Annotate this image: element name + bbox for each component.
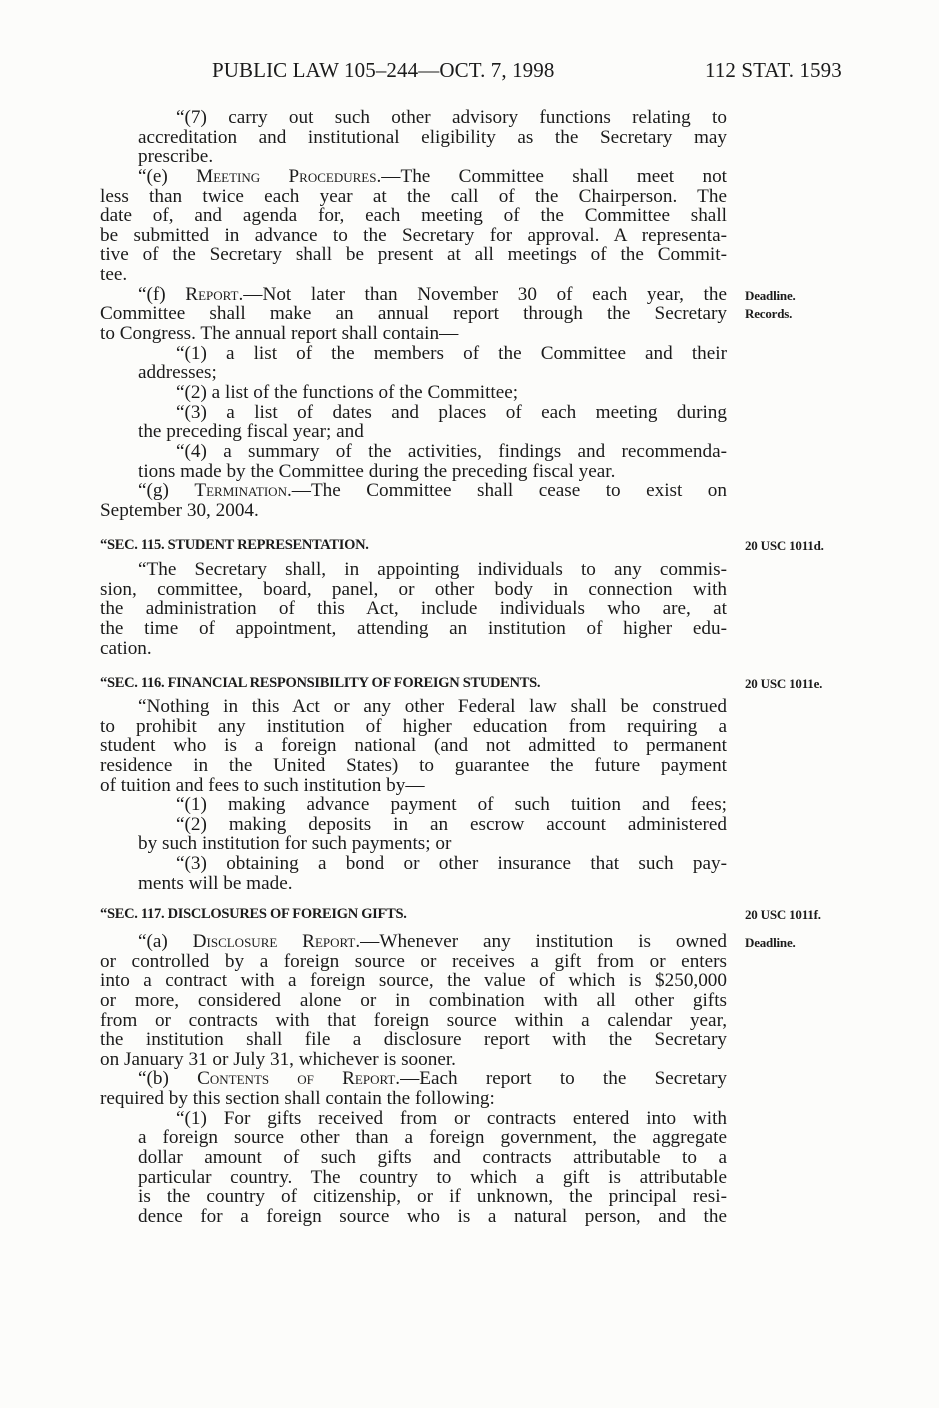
section-116-heading: “SEC. 116. FINANCIAL RESPONSIBILITY OF FOREIGN STUDENTS. — [100, 675, 541, 691]
section-115-heading: “SEC. 115. STUDENT REPRESENTATION. — [100, 537, 369, 553]
text-line: student who is a foreign national (and not admitted to permanent — [100, 735, 727, 757]
text-line: ments will be made. — [138, 872, 293, 894]
text-line: cation. — [100, 637, 152, 659]
text-line: addresses; — [138, 362, 217, 384]
text-line: the institution shall file a disclosure report with the Secretary — [100, 1029, 727, 1051]
text-line: tive of the Secretary shall be present at all meetings of the Commit- — [100, 244, 727, 266]
margin-note-deadline: Deadline. — [745, 935, 796, 950]
text-line: less than twice each year at the call of the Chairperson. The — [100, 185, 727, 207]
subsection-block-e-g — [100, 108, 727, 520]
text-line: “Nothing in this Act or any other Federal law shall be construed — [138, 696, 727, 717]
text-line: accreditation and institutional eligibility as the Secretary may — [138, 126, 727, 148]
text-line: from or contracts with that foreign source within a calendar year, — [100, 1009, 727, 1031]
text-line: “(3) obtaining a bond or other insurance that such pay- — [176, 853, 727, 875]
subsection-a-heading-line — [100, 932, 727, 952]
section-117-heading: “SEC. 117. DISCLOSURES OF FOREIGN GIFTS. — [100, 906, 407, 922]
text-line: tee. — [100, 264, 128, 286]
text-line: September 30, 2004. — [100, 499, 259, 521]
text-line: tions made by the Committee during the preceding fiscal year. — [138, 460, 616, 482]
subsection-title: Contents of Report — [197, 1068, 396, 1090]
text-line: Committee shall make an annual report through the Secretary — [100, 303, 727, 325]
section-117-body — [100, 932, 727, 1227]
section-116-body — [100, 697, 727, 893]
subsection-title: Disclosure Report — [192, 931, 356, 952]
text-line: is the country of citizenship, or if unknown, the principal resi- — [138, 1186, 727, 1208]
text-line: dence for a foreign source who is a natural person, and the — [138, 1205, 727, 1227]
text-line: particular country. The country to which a gift is attributable — [138, 1166, 727, 1188]
text-line: “(4) a summary of the activities, findings and recommenda- — [176, 440, 727, 462]
text: .—Not later than November 30 of each year, the — [238, 283, 728, 305]
statute-page-number: 112 STAT. 1593 — [705, 58, 842, 82]
text-line: the administration of this Act, include individuals who are, at — [100, 598, 727, 620]
text-line: be submitted in advance to the Secretary for approval. A representa- — [100, 224, 727, 246]
text: .—The Committee shall cease to exist on — [286, 480, 727, 502]
text-line: “(1) making advance payment of such tuition and fees; — [176, 794, 727, 816]
text-line: into a contract with a foreign source, the value of which is $250,000 — [100, 970, 727, 992]
margin-note-usc-1011e: 20 USC 1011e. — [745, 676, 823, 691]
margin-note-deadline: Deadline. — [745, 288, 796, 303]
text: “(g) — [138, 480, 195, 502]
text-line: to Congress. The annual report shall contain— — [100, 323, 459, 345]
text-line: “The Secretary shall, in appointing individuals to any commis- — [138, 559, 727, 580]
subsection-title: Report — [185, 283, 239, 305]
text-line: the time of appointment, attending an institution of higher edu- — [100, 617, 727, 639]
margin-note-records: Records. — [745, 306, 793, 321]
text-line: date of, and agenda for, each meeting of the Committee shall — [100, 205, 727, 227]
text: “(b) — [138, 1068, 198, 1090]
text-line: on January 31 or July 31, whichever is sooner. — [100, 1048, 456, 1070]
text-line: residence in the United States) to guarantee the future payment — [100, 754, 727, 776]
section-115-body — [100, 560, 727, 658]
text: “(f) — [138, 283, 186, 305]
margin-note-usc-1011d: 20 USC 1011d. — [745, 538, 824, 553]
text: .—Each report to the Secretary — [395, 1068, 728, 1090]
text-line: sion, committee, board, panel, or other body in connection with — [100, 578, 727, 600]
subsection-e-heading-line — [100, 167, 727, 187]
subsection-title: Meeting Procedures — [196, 165, 377, 187]
text-line: a foreign source other than a foreign government, the aggregate — [138, 1127, 727, 1149]
text-line: “(2) a list of the functions of the Committee; — [176, 381, 519, 403]
text-line: “(7) carry out such other advisory functions relating to — [176, 107, 727, 128]
text-line: of tuition and fees to such institution by— — [100, 774, 425, 796]
text-line: prescribe. — [138, 146, 214, 168]
text-line: or controlled by a foreign source or receives a gift from or enters — [100, 950, 727, 972]
text-line: “(3) a list of dates and places of each meeting during — [176, 401, 727, 423]
text-line: required by this section shall contain the following: — [100, 1088, 495, 1110]
subsection-b-heading-line — [100, 1069, 727, 1089]
text: “(e) — [138, 165, 197, 187]
text: “(a) — [138, 931, 193, 952]
subsection-g-heading-line — [100, 481, 727, 501]
text-line: “(1) a list of the members of the Committee and their — [176, 342, 727, 364]
text-line: by such institution for such payments; or — [138, 833, 452, 855]
text: .—The Committee shall meet not — [376, 165, 728, 187]
text-line: “(2) making deposits in an escrow account administered — [176, 813, 727, 835]
text-line: or more, considered alone or in combination with all other gifts — [100, 989, 727, 1011]
text-line: “(1) For gifts received from or contracts entered into with — [176, 1107, 727, 1129]
text-line: dollar amount of such gifts and contracts attributable to a — [138, 1147, 727, 1169]
text-line: the preceding fiscal year; and — [138, 421, 364, 443]
margin-note-usc-1011f: 20 USC 1011f. — [745, 907, 821, 922]
text-line: to prohibit any institution of higher education from requiring a — [100, 715, 727, 737]
text: .—Whenever any institution is owned — [355, 931, 727, 952]
running-header-title: PUBLIC LAW 105–244—OCT. 7, 1998 — [212, 58, 555, 82]
subsection-title: Termination — [194, 480, 287, 502]
subsection-f-heading-line — [100, 285, 727, 305]
